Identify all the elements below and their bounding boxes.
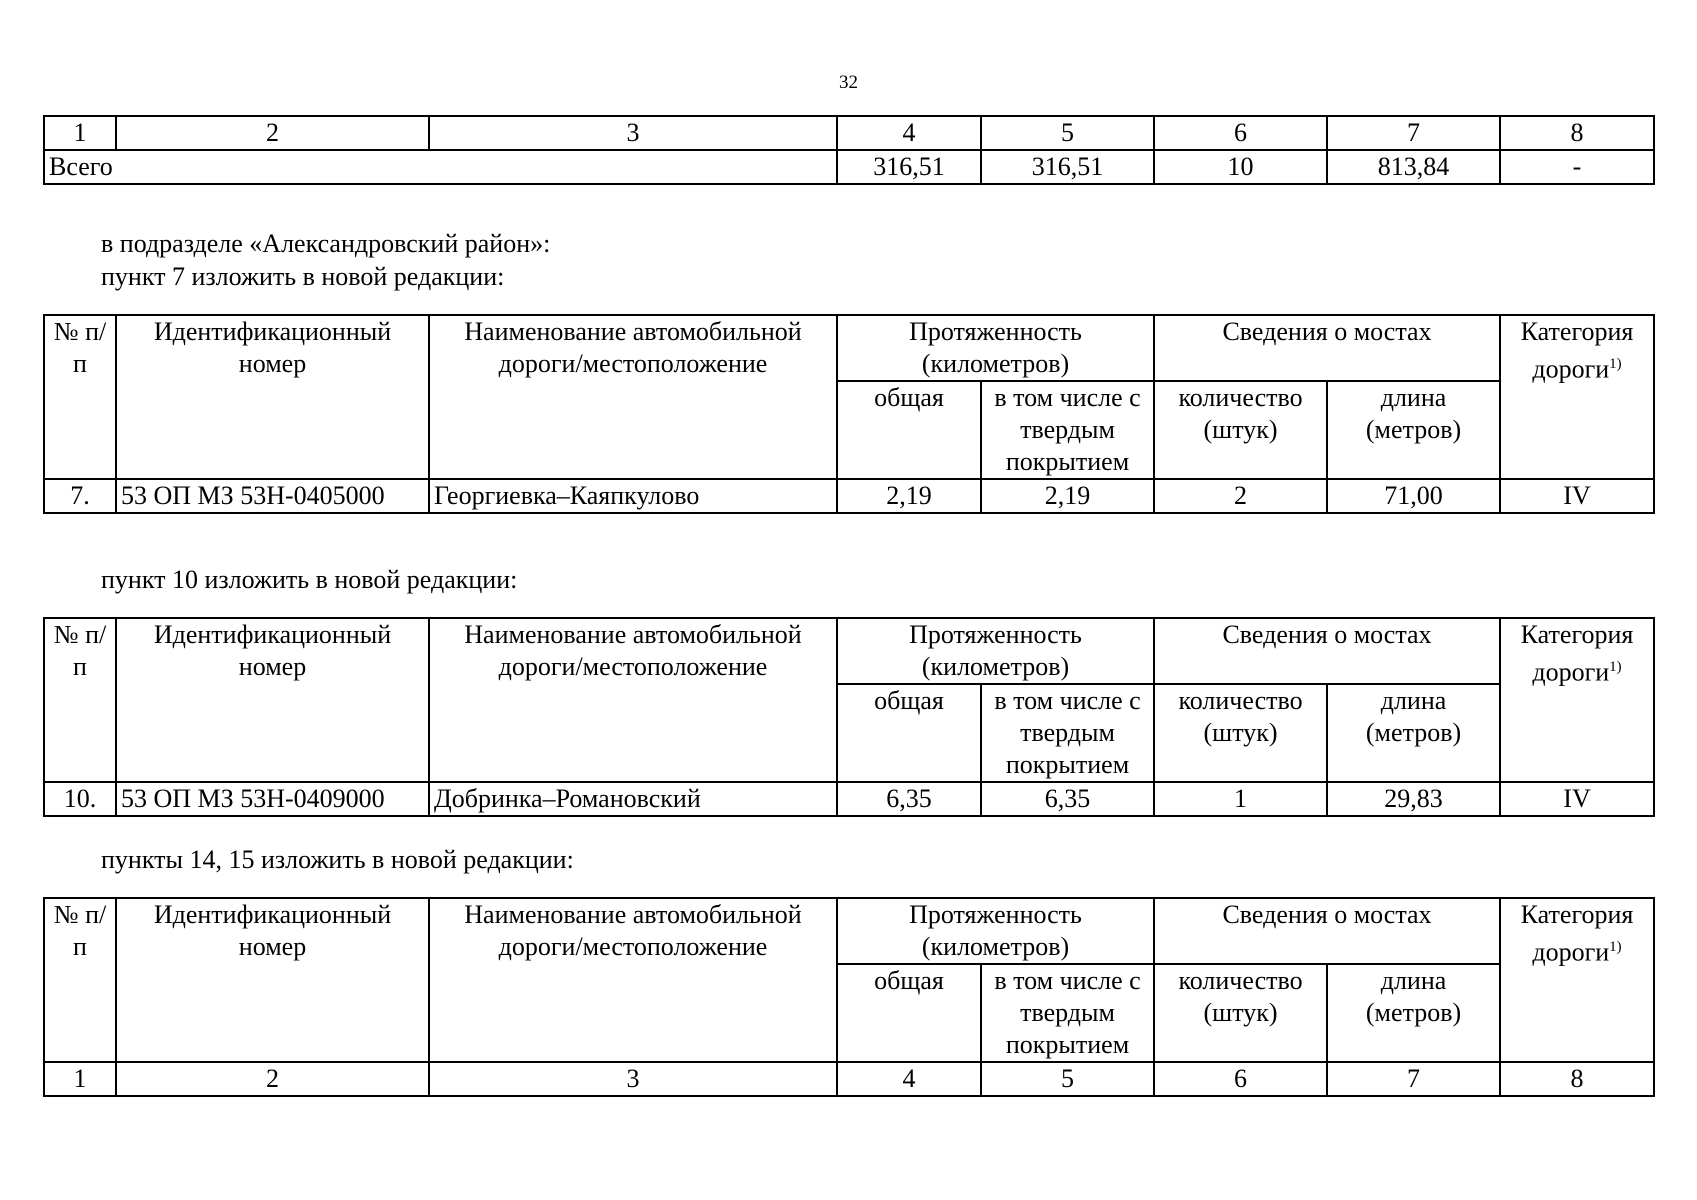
header-id: Идентификационный номер xyxy=(116,618,429,782)
header-name: Наименование автомобильной дороги/местоположение xyxy=(429,898,837,1062)
header-length-hard: в том числе с твердым покрытием xyxy=(981,381,1154,479)
col-num-1: 1 xyxy=(44,1062,116,1096)
header-row xyxy=(44,618,1654,684)
col-num-5: 5 xyxy=(981,116,1154,150)
header-category: Категория дороги$^{1)}$ xyxy=(1500,315,1654,479)
col-num-8: 8 xyxy=(1500,1062,1654,1096)
col-num-6: 6 xyxy=(1154,116,1327,150)
col-num-2: 2 xyxy=(116,1062,429,1096)
items-14-15-table xyxy=(43,897,1655,1097)
header-bridges: Сведения о мостах xyxy=(1154,898,1500,964)
table-row xyxy=(44,782,1654,816)
header-bridge-length: длина (метров) xyxy=(1327,381,1500,479)
item-7-paragraph: пункт 7 изложить в новой редакции: xyxy=(101,262,505,291)
total-hard: 316,51 xyxy=(981,150,1154,184)
col-num-4: 4 xyxy=(837,116,981,150)
header-length-total: общая xyxy=(837,381,981,479)
row-num: 7. xyxy=(44,479,116,513)
col-num-6: 6 xyxy=(1154,1062,1327,1096)
header-length-hard: в том числе с твердым покрытием xyxy=(981,684,1154,782)
header-category: Категория дороги$^{1)}$ xyxy=(1500,898,1654,1062)
row-id: 53 ОП МЗ 53Н-0409000 xyxy=(116,782,429,816)
footnote-marker: 1) xyxy=(1609,356,1622,372)
header-id: Идентификационный номер xyxy=(116,315,429,479)
col-num-7: 7 xyxy=(1327,1062,1500,1096)
header-bridge-count: количество (штук) xyxy=(1154,381,1327,479)
column-number-row xyxy=(44,116,1654,150)
row-bridge-count: 1 xyxy=(1154,782,1327,816)
col-num-7: 7 xyxy=(1327,116,1500,150)
header-id: Идентификационный номер xyxy=(116,898,429,1062)
table-row xyxy=(44,479,1654,513)
header-num: № п/п xyxy=(44,618,116,782)
col-num-5: 5 xyxy=(981,1062,1154,1096)
row-category: IV xyxy=(1500,782,1654,816)
header-row xyxy=(44,315,1654,381)
header-length: Протяженность (километров) xyxy=(837,898,1154,964)
total-bridge-count: 10 xyxy=(1154,150,1327,184)
col-num-8: 8 xyxy=(1500,116,1654,150)
header-length-total: общая xyxy=(837,964,981,1062)
header-bridge-length: длина (метров) xyxy=(1327,964,1500,1062)
page-number: 32 xyxy=(839,72,858,93)
item-10-paragraph: пункт 10 изложить в новой редакции: xyxy=(101,565,518,594)
total-label: Всего xyxy=(44,150,837,184)
header-name: Наименование автомобильной дороги/местоположение xyxy=(429,315,837,479)
total-bridge-length: 813,84 xyxy=(1327,150,1500,184)
row-bridge-length: 71,00 xyxy=(1327,479,1500,513)
row-bridge-count: 2 xyxy=(1154,479,1327,513)
header-num: № п/п xyxy=(44,315,116,479)
header-bridge-length: длина (метров) xyxy=(1327,684,1500,782)
row-name: Добринка–Романовский xyxy=(429,782,837,816)
total-length: 316,51 xyxy=(837,150,981,184)
row-length-total: 2,19 xyxy=(837,479,981,513)
header-bridge-count: количество (штук) xyxy=(1154,684,1327,782)
row-name: Георгиевка–Каяпкулово xyxy=(429,479,837,513)
section-paragraph: в подразделе «Александровский район»: xyxy=(101,229,551,258)
footnote-marker: 1) xyxy=(1609,939,1622,955)
col-num-1: 1 xyxy=(44,116,116,150)
header-length: Протяженность (километров) xyxy=(837,315,1154,381)
header-length-total: общая xyxy=(837,684,981,782)
header-length-hard: в том числе с твердым покрытием xyxy=(981,964,1154,1062)
col-num-3: 3 xyxy=(429,116,837,150)
header-category: Категория дороги$^{1)}$ xyxy=(1500,618,1654,782)
item-10-table xyxy=(43,617,1655,817)
row-length-hard: 2,19 xyxy=(981,479,1154,513)
row-id: 53 ОП МЗ 53Н-0405000 xyxy=(116,479,429,513)
header-name: Наименование автомобильной дороги/местоположение xyxy=(429,618,837,782)
col-num-3: 3 xyxy=(429,1062,837,1096)
row-bridge-length: 29,83 xyxy=(1327,782,1500,816)
row-length-total: 6,35 xyxy=(837,782,981,816)
item-7-table xyxy=(43,314,1655,514)
header-bridges: Сведения о мостах xyxy=(1154,618,1500,684)
header-length: Протяженность (километров) xyxy=(837,618,1154,684)
items-14-15-paragraph: пункты 14, 15 изложить в новой редакции: xyxy=(101,845,574,874)
col-num-4: 4 xyxy=(837,1062,981,1096)
col-num-2: 2 xyxy=(116,116,429,150)
totals-table xyxy=(43,115,1655,185)
footnote-marker: 1) xyxy=(1609,659,1622,675)
row-length-hard: 6,35 xyxy=(981,782,1154,816)
header-num: № п/п xyxy=(44,898,116,1062)
total-row xyxy=(44,150,1654,184)
row-category: IV xyxy=(1500,479,1654,513)
total-category: - xyxy=(1500,150,1654,184)
column-number-row xyxy=(44,1062,1654,1096)
header-row xyxy=(44,898,1654,964)
row-num: 10. xyxy=(44,782,116,816)
header-bridge-count: количество (штук) xyxy=(1154,964,1327,1062)
header-bridges: Сведения о мостах xyxy=(1154,315,1500,381)
